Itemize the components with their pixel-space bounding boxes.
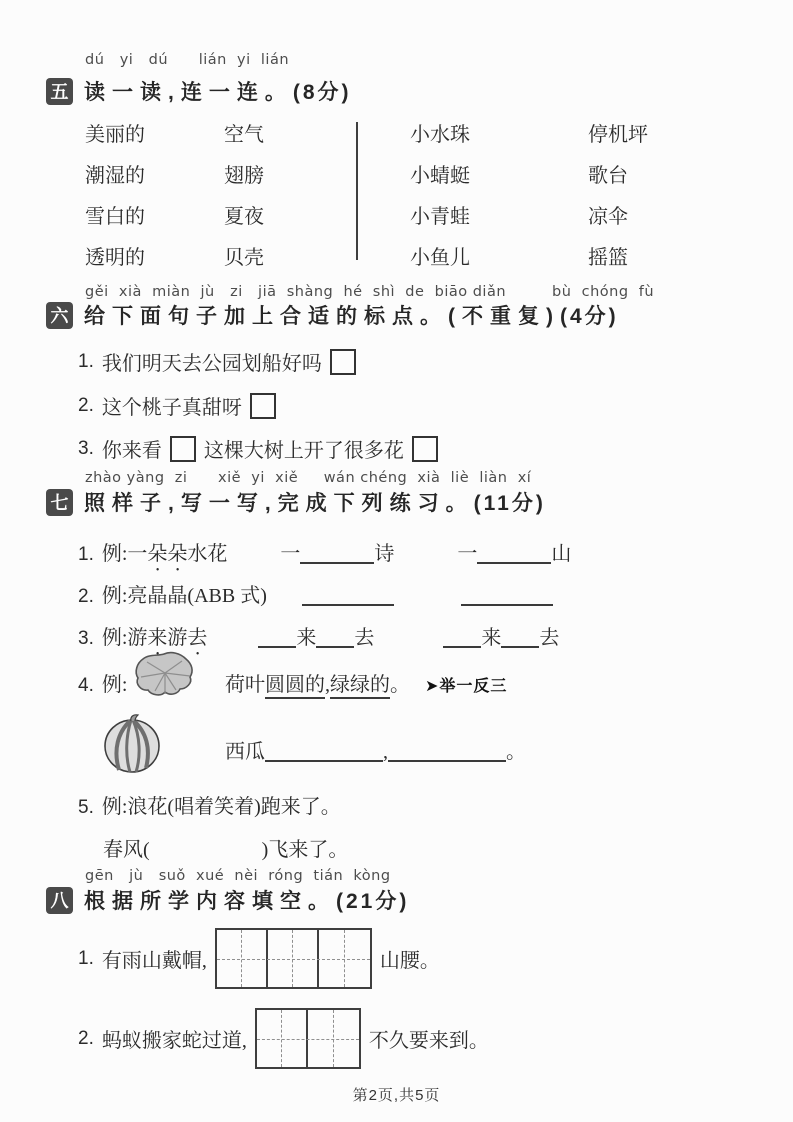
- matching-word: 凉伞: [588, 206, 628, 228]
- item-number: 3.: [78, 437, 94, 459]
- section6-points: (4分): [560, 305, 619, 328]
- sentence-text: 你来看: [101, 440, 162, 462]
- example-label: 例:: [101, 796, 128, 818]
- watermelon-icon: [100, 712, 164, 774]
- fill-blank[interactable]: [388, 738, 506, 762]
- punctuation: 。: [390, 674, 410, 696]
- fill-blank[interactable]: [443, 624, 481, 648]
- punctuation: ,: [325, 674, 330, 696]
- punctuation: 。: [506, 741, 526, 763]
- example-text-emphasized: 去: [187, 627, 208, 649]
- punctuation-answer-box[interactable]: [412, 436, 438, 462]
- fill-post: )飞来了。: [261, 839, 349, 861]
- sentence-text: 这个桃子真甜呀: [101, 397, 242, 419]
- example-text: 一: [127, 543, 148, 565]
- example-label: 例:: [101, 674, 128, 696]
- tip-label: 举一反三: [439, 678, 508, 695]
- exercise-item-4-answer: [225, 735, 526, 764]
- item-number: 1.: [78, 544, 94, 565]
- writing-grid-cell[interactable]: [319, 930, 370, 987]
- matching-word: 摇篮: [588, 247, 628, 269]
- fill-blank[interactable]: [300, 540, 374, 564]
- clue-text: 有雨山戴帽,: [101, 950, 207, 972]
- example-text: 游: [167, 627, 188, 649]
- matching-word: 空气: [224, 124, 264, 146]
- fill-group: [443, 627, 559, 649]
- fill-in-item-2: [78, 1008, 489, 1069]
- punctuation-answer-box[interactable]: [330, 349, 356, 375]
- exercise-item-2: [78, 579, 553, 608]
- section7-points: (11分): [473, 492, 546, 515]
- item-number: 1.: [78, 350, 94, 372]
- example-subject: 荷叶: [225, 674, 265, 696]
- fill-post: 山: [551, 543, 572, 565]
- fill-mid: 来: [296, 627, 317, 649]
- underlined-word: 圆圆的: [265, 674, 325, 699]
- matching-column-nouns: [224, 118, 264, 282]
- section8-title: 根据所学内容填空。: [84, 890, 336, 913]
- punctuation-sentence-1: [78, 347, 364, 376]
- item-number: 3.: [78, 628, 94, 649]
- clue-text: 山腰。: [379, 950, 440, 972]
- writing-grid-cell[interactable]: [308, 1010, 359, 1067]
- fill-blank[interactable]: [265, 738, 383, 762]
- example-text-emphasized: 朵朵: [147, 543, 188, 565]
- writing-grid-cell[interactable]: [257, 1010, 308, 1067]
- writing-grid: [215, 928, 372, 989]
- section8-points: (21分): [336, 890, 410, 913]
- item-number: 4.: [78, 675, 94, 696]
- matching-word: 贝壳: [224, 247, 264, 269]
- section6-heading: [46, 300, 619, 330]
- fill-blank[interactable]: [316, 624, 354, 648]
- punctuation-answer-box[interactable]: [170, 436, 196, 462]
- matching-word: 歌台: [588, 165, 628, 187]
- matching-column-places: [588, 118, 648, 282]
- item-number: 1.: [78, 947, 94, 969]
- example-label: 例:: [101, 627, 128, 649]
- fill-pre: 一: [280, 543, 301, 565]
- fill-subject: 西瓜: [225, 741, 265, 763]
- section7-title: 照样子,写一写,完成下列练习。: [84, 492, 474, 515]
- fill-blank[interactable]: [302, 582, 394, 606]
- matching-word: 停机坪: [588, 124, 648, 146]
- fill-post: 诗: [374, 543, 395, 565]
- fill-group: [280, 543, 394, 565]
- fill-group: [457, 543, 571, 565]
- section6-note: (不重复): [448, 305, 560, 328]
- matching-word: 小蜻蜓: [410, 165, 470, 187]
- punctuation-answer-box[interactable]: [250, 393, 276, 419]
- section5-pinyin: dú yi dú lián yi lián: [85, 52, 290, 68]
- matching-column-subjects: [410, 118, 470, 282]
- fill-pre: 春风(: [103, 839, 150, 861]
- exercise-item-1: [78, 537, 571, 576]
- item-number: 2.: [78, 586, 94, 607]
- matching-word: 翅膀: [224, 165, 264, 187]
- fill-blank[interactable]: [258, 624, 296, 648]
- matching-word: 小青蛙: [410, 206, 470, 228]
- writing-grid-cell[interactable]: [268, 930, 319, 987]
- section5-heading: [46, 76, 352, 106]
- example-text: 亮晶晶(ABB 式): [127, 585, 267, 607]
- example-label: 例:: [101, 543, 128, 565]
- underlined-word: 绿绿的: [330, 674, 390, 699]
- matching-word: 潮湿的: [85, 165, 145, 187]
- matching-divider-line: [356, 122, 358, 260]
- example-text: 游: [127, 627, 148, 649]
- section5-points: (8分): [292, 81, 352, 104]
- section5-title: 读一读,连一连。: [84, 81, 293, 104]
- matching-column-adjectives: [85, 118, 145, 282]
- example-label: 例:: [101, 585, 128, 607]
- matching-word: 小鱼儿: [410, 247, 470, 269]
- clue-text: 蚂蚁搬家蛇过道,: [101, 1030, 247, 1052]
- item-number: 2.: [78, 394, 94, 416]
- clue-text: 不久要来到。: [368, 1030, 489, 1052]
- punctuation-sentence-2: [78, 391, 284, 420]
- punctuation-sentence-3: [78, 434, 446, 463]
- matching-word: 夏夜: [224, 206, 264, 228]
- matching-word: 美丽的: [85, 124, 145, 146]
- section8-pinyin: gēn jù suǒ xué nèi róng tián kòng: [85, 868, 391, 884]
- exercise-item-4-label: [78, 668, 127, 697]
- section7-number-badge: 七: [46, 489, 73, 516]
- tip-arrow-icon: ➤: [425, 678, 440, 695]
- fill-in-item-1: [78, 928, 440, 989]
- writing-grid-cell[interactable]: [217, 930, 268, 987]
- lotus-leaf-icon: [133, 650, 195, 698]
- section6-title: 给下面句子加上合适的标点。: [84, 305, 448, 328]
- matching-word: 透明的: [85, 247, 145, 269]
- fill-group: [258, 627, 374, 649]
- example-text-emphasized: 来: [147, 627, 168, 649]
- example-text: 浪花(唱着笑着)跑来了。: [127, 796, 341, 818]
- fill-post: 去: [354, 627, 375, 649]
- punctuation: ,: [383, 741, 388, 763]
- section6-number-badge: 六: [46, 302, 73, 329]
- section7-heading: [46, 487, 546, 517]
- section8-heading: [46, 885, 409, 915]
- matching-word: 雪白的: [85, 206, 145, 228]
- writing-grid: [255, 1008, 361, 1069]
- section8-number-badge: 八: [46, 887, 73, 914]
- sentence-text: 这棵大树上开了很多花: [203, 440, 404, 462]
- item-number: 2.: [78, 1027, 94, 1049]
- exercise-item-5: [78, 790, 341, 819]
- section6-pinyin: gěi xià miàn jù zi jiā shàng hé shì de biāo diǎn bù chóng fù: [85, 284, 655, 300]
- fill-blank[interactable]: [477, 540, 551, 564]
- exercise-item-5-answer: [103, 833, 348, 862]
- fill-blank[interactable]: [501, 624, 539, 648]
- example-text: 水花: [187, 543, 228, 565]
- section7-pinyin: zhào yàng zi xiě yi xiě wán chéng xià liè liàn xí: [85, 470, 532, 486]
- fill-blank[interactable]: [461, 582, 553, 606]
- sentence-text: 我们明天去公园划船好吗: [101, 353, 322, 375]
- fill-post: 去: [539, 627, 560, 649]
- fill-pre: 一: [457, 543, 478, 565]
- fill-mid: 来: [481, 627, 502, 649]
- page-footer: 第2页,共5页: [352, 1087, 441, 1104]
- matching-word: 小水珠: [410, 124, 470, 146]
- exercise-item-4-example: [225, 668, 507, 697]
- section5-number-badge: 五: [46, 78, 73, 105]
- item-number: 5.: [78, 797, 94, 818]
